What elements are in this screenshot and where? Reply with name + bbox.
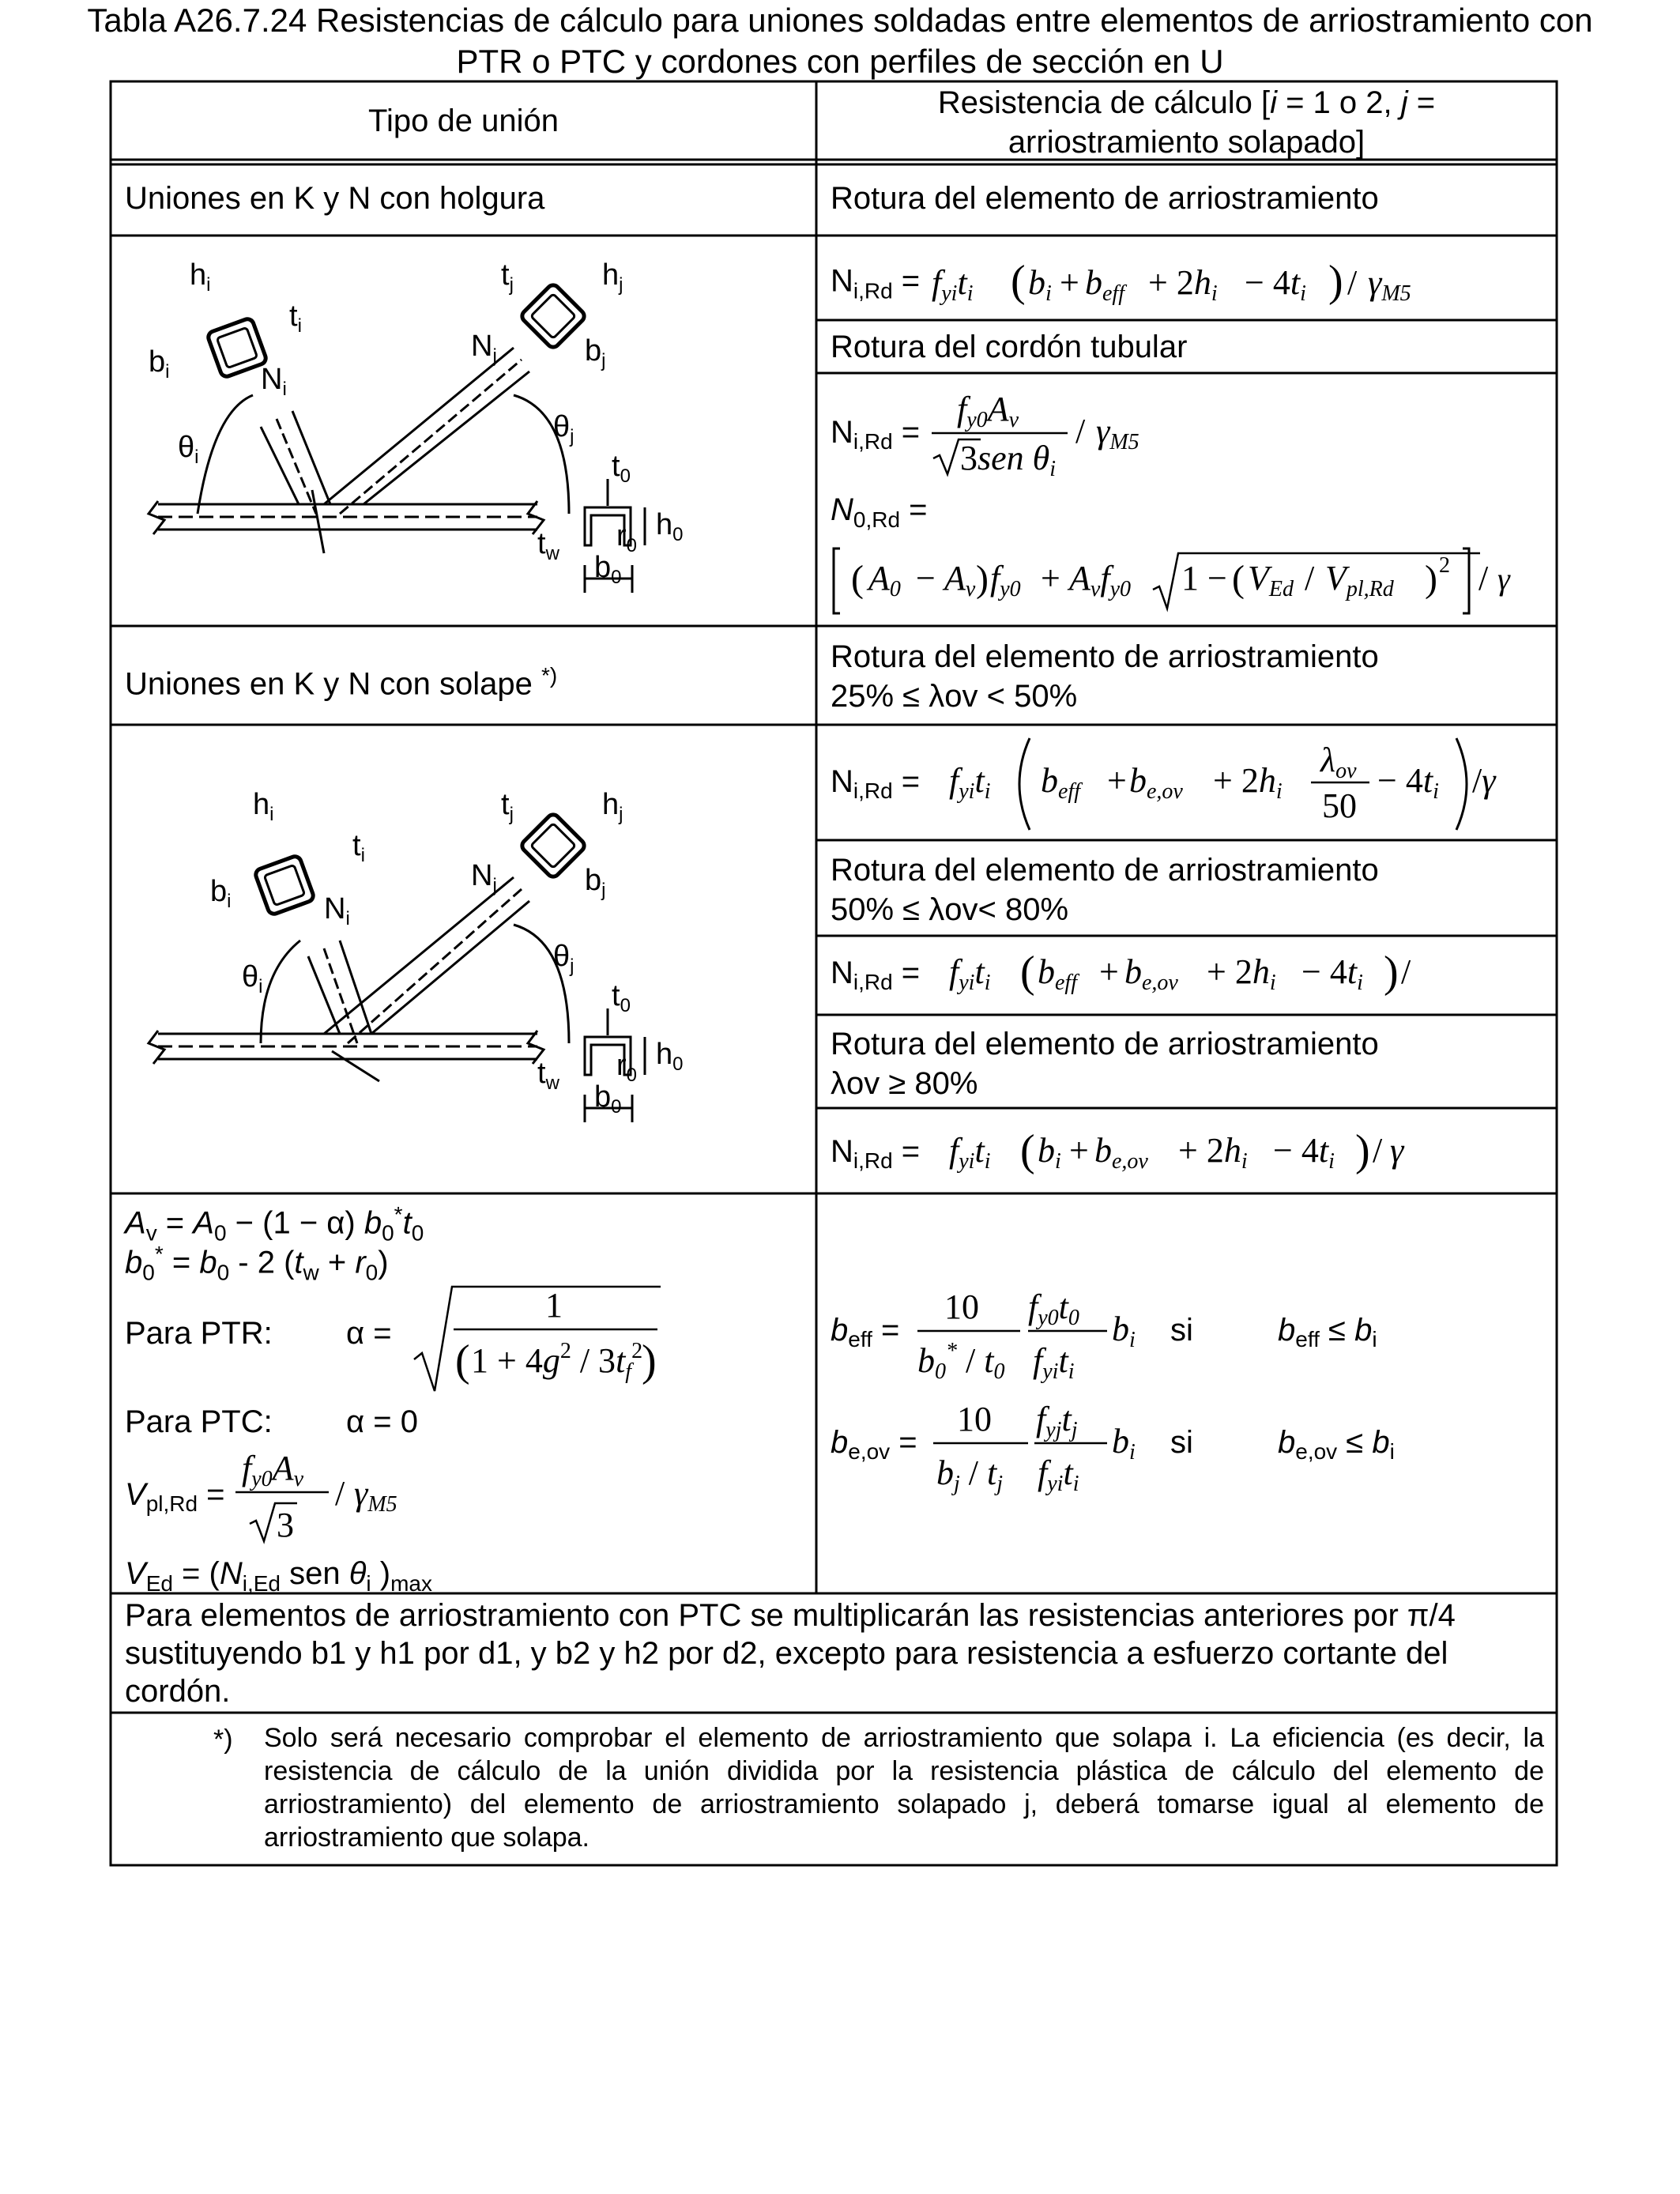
overlap-case3-range: λov ≥ 80% — [831, 1066, 978, 1101]
svg-text:bj / tj: bj / tj — [936, 1453, 1004, 1496]
diagram1-label-b0: $b_0$ — [594, 551, 622, 588]
svg-text:−: − — [916, 559, 936, 598]
svg-text:3: 3 — [277, 1506, 294, 1544]
formula-brace-failure-gap-math — [929, 259, 1497, 307]
overlap-joint-footnote-mark: *) — [541, 663, 558, 688]
diagram2-label-b0: $b_0$ — [594, 1080, 622, 1118]
svg-text:): ) — [1355, 1126, 1370, 1175]
para-ptc-label: Para PTC: — [125, 1404, 273, 1439]
diagram1-label-thetaj: $\theta_j$ — [553, 410, 574, 447]
svg-text:+ 2hi: + 2hi — [1213, 761, 1283, 804]
av-definition: $A_v = A_0 - (1 - \alpha)$ $b_0^*t_0$ — [125, 1202, 424, 1246]
svg-text:γM5: γM5 — [1096, 412, 1139, 454]
header-joint-type-label: Tipo de unión — [368, 103, 559, 138]
diagram1-label-tw: $t_w$ — [537, 527, 559, 564]
svg-text:beff ≤ bi: $b_{eff} \le b_i$ — [1278, 1313, 1377, 1351]
svg-text:beff: beff — [1085, 263, 1125, 306]
diagram1-label-bj: $b_j$ — [585, 334, 606, 371]
svg-text:Av: Av — [944, 559, 976, 601]
svg-text:Ni,Rd =: $N_{i,Rd}$ = — [831, 1134, 921, 1173]
svg-text:/: / — [1373, 1131, 1383, 1170]
overlap-case3-title: Rotura del elemento de arriostramiento — [831, 1027, 1379, 1061]
title-line-2: PTR o PTC y cordones con perfiles de sección en U — [456, 43, 1224, 80]
b0-star-definition: $b_0^* = b_0 - 2$ $(t_w + r_0)$ — [125, 1242, 389, 1285]
beov-formula — [831, 1396, 1550, 1506]
overlap-case2-range: 50% ≤ λov< 80% — [831, 892, 1069, 927]
svg-text:fyiti: fyiti — [949, 761, 991, 804]
svg-text:(: ( — [455, 1336, 470, 1385]
ptc-multiplier-note: Para elementos de arriostramiento con PTC se multiplicarán las resistencias anteriores por π/4 sustituyendo b1 y h1 por d1, y b2 y h2 por d2, excepto para resistencia a esfuerzo cortante del cordón. — [125, 1598, 1456, 1709]
svg-text:10: 10 — [944, 1287, 979, 1326]
svg-text:): ) — [1384, 948, 1399, 997]
svg-text:be,ov =: $b_{e,ov}$ = — [831, 1425, 917, 1464]
diagram1-label-h0: $h_0$ — [656, 508, 684, 545]
svg-text:3sen θi: 3sen θi — [960, 439, 1057, 481]
svg-text:VEd: VEd — [1248, 559, 1294, 601]
overlap-joint-text: Uniones en K y N con solape — [125, 666, 541, 702]
svg-text:fy0Av: fy0Av — [242, 1449, 303, 1491]
header-resistance-part-a: Resistencia de cálculo [ — [937, 85, 1271, 120]
diagram2-label-h0: $h_0$ — [656, 1038, 684, 1075]
svg-text:Ni,Rd =: $N_{i,Rd}$ = — [831, 956, 921, 994]
svg-text:γM5: γM5 — [1368, 263, 1411, 306]
diagram2-label-ti: $t_i$ — [352, 829, 365, 866]
diagram1-label-ti: $t_i$ — [289, 300, 302, 337]
formula-overlap-case3 — [831, 1124, 1431, 1183]
svg-text:Ni,Rd =: $N_{i,Rd}$ = — [831, 415, 921, 454]
formula-n0-symbol: N — [831, 492, 853, 527]
gap-joint-label: Uniones en K y N con holgura — [125, 181, 545, 216]
svg-text:fyjtj: fyjtj — [1036, 1400, 1078, 1442]
diagram1-label-bi: $b_i$ — [149, 345, 170, 383]
svg-text:be,ov: be,ov — [1094, 1131, 1148, 1174]
svg-text:bi: bi — [1112, 1310, 1136, 1352]
diagram2-label-r0: $r_0$ — [616, 1049, 638, 1086]
formula-n-subscript: i,Rd — [853, 278, 893, 303]
svg-text:bi: bi — [1112, 1422, 1136, 1465]
diagram1-label-ni: $N_i$ — [261, 363, 287, 400]
formula-n0-subscript: 0,Rd — [853, 507, 901, 532]
formula-brace-failure-gap: $N_{i,Rd}$ = fyiti ( bi + beff + 2hi − 4ti ) / γM5 — [831, 259, 1497, 311]
chord-failure-label: Rotura del cordón tubular — [831, 330, 1188, 364]
formula-n0-label: $N_{0,Rd}$ = — [831, 492, 928, 532]
svg-text:+: + — [1099, 952, 1119, 991]
overlap-case1-title: Rotura del elemento de arriostramiento — [831, 639, 1379, 674]
formula-overlap-case2 — [831, 945, 1431, 1005]
diagram1-label-thetai: $\theta_i$ — [178, 431, 199, 468]
svg-text:bi: bi — [1028, 263, 1053, 306]
diagram2-label-thetai: $\theta_i$ — [242, 960, 263, 997]
svg-text:+ 2hi: + 2hi — [1148, 263, 1218, 306]
formula-overlap-case2-math — [831, 945, 1431, 1001]
title-line-1: Tabla A26.7.24 Resistencias de cálculo para uniones soldadas entre elementos de arriostramiento con — [87, 2, 1593, 39]
svg-text:/: / — [1478, 559, 1489, 598]
header-resistance-part-b: = 1 o 2, — [1276, 85, 1401, 120]
svg-text:+: + — [1060, 263, 1080, 302]
svg-text:fy0: fy0 — [990, 559, 1021, 601]
overlap-joint-label — [125, 656, 557, 703]
svg-text:γM5: γM5 — [354, 1474, 397, 1517]
para-ptr-label: Para PTR: — [125, 1316, 273, 1351]
overlap-case2-header — [831, 850, 1379, 929]
diagram2-label-thetaj: $\theta_j$ — [553, 940, 574, 977]
svg-text:1: 1 — [545, 1286, 563, 1325]
svg-text:fyiti: fyiti — [1033, 1341, 1075, 1384]
diagram2-label-t0: $t_0$ — [612, 979, 631, 1016]
overlap-case2-title: Rotura del elemento de arriostramiento — [831, 853, 1379, 888]
beov-si: si — [1170, 1425, 1193, 1460]
svg-text:(: ( — [1020, 948, 1035, 997]
svg-text:be,ov: be,ov — [1129, 761, 1183, 804]
alpha-ptc-value: α = 0 — [346, 1404, 418, 1439]
svg-text:fyiti: fyiti — [949, 1131, 991, 1174]
svg-text:/: / — [1075, 412, 1086, 450]
alpha-label: α = — [346, 1316, 392, 1351]
alpha-ptr-formula — [411, 1280, 664, 1399]
svg-text:(: ( — [851, 558, 864, 600]
diagram2-label-tj: $t_j$ — [501, 788, 514, 825]
svg-text:γ: γ — [1497, 561, 1510, 597]
header-resistance-part-c: = — [1407, 85, 1436, 120]
overlap-case3-header — [831, 1024, 1379, 1103]
overlap-case1-header — [831, 637, 1379, 716]
svg-text:/: / — [1401, 952, 1411, 991]
svg-text:λov: λov — [1320, 741, 1357, 783]
footnote-text: Solo será necesario comprobar el elemento de arriostramiento que solapa i. La eficiencia (es decir, la resistencia de cálculo de la unión dividida por la resistencia plástica de cálculo del elemento de arriostramiento) del elemento de arriostramiento solapado j, deberá tomarse igual al elemento de arriostramiento que solapa. — [264, 1723, 1544, 1853]
footnote-mark: *) — [213, 1725, 233, 1755]
formula-chord-axial-math — [831, 541, 1526, 620]
svg-text:1 + 4g2 / 3tf2: $1 + 4g^2 / 3tf^2$ — [471, 1339, 643, 1384]
svg-text:+: + — [1107, 761, 1127, 800]
gap-joint-diagram — [142, 253, 806, 616]
diagram1-label-tj: $t_j$ — [501, 258, 514, 296]
svg-text:Vpl,Rd =: $V_{pl,Rd}$ = — [125, 1477, 225, 1516]
svg-text:γ: γ — [1390, 1131, 1404, 1170]
header-resistance-line2: arriostramiento solapado] — [1008, 125, 1365, 160]
svg-text:): ) — [642, 1336, 657, 1385]
svg-text:+ 2hi: + 2hi — [1178, 1131, 1248, 1174]
header-resistance-i: i — [1270, 85, 1277, 120]
svg-text:): ) — [1425, 558, 1437, 600]
svg-text:/: / — [335, 1474, 345, 1513]
svg-text:be,ov ≤ bi: $b_{e,ov} \le b_i$ — [1278, 1425, 1395, 1464]
formula-overlap-case3-math — [831, 1124, 1431, 1179]
svg-text:beff: beff — [1041, 761, 1080, 804]
svg-text:Vpl,Rd: Vpl,Rd — [1325, 559, 1394, 601]
svg-text:/: / — [1305, 559, 1315, 598]
svg-text:/γ: /γ — [1472, 761, 1496, 800]
formula-n-symbol: N — [831, 263, 853, 299]
svg-text:2: 2 — [1439, 553, 1450, 578]
svg-text:Ni,Rd =: $N_{i,Rd}$ = — [831, 764, 921, 803]
svg-text:beff: beff — [1038, 952, 1077, 995]
svg-text:− 4ti: − 4ti — [1273, 1131, 1335, 1174]
header-resistance-j: j — [1400, 85, 1408, 120]
svg-text:fy0Av: fy0Av — [957, 390, 1019, 432]
diagram1-label-r0: $r_0$ — [616, 519, 638, 556]
svg-text:(: ( — [1232, 558, 1245, 600]
diagram2-label-tw: $t_w$ — [537, 1057, 559, 1094]
svg-text:): ) — [1328, 259, 1343, 306]
header-joint-type — [111, 81, 816, 160]
svg-text:(: ( — [1011, 259, 1026, 306]
svg-text:− 4ti: − 4ti — [1377, 761, 1439, 804]
svg-text:b0* / t0: b0* / t0 — [917, 1339, 1005, 1384]
formula-overlap-case1 — [831, 732, 1526, 839]
diagram2-label-hi: $h_i$ — [253, 788, 274, 825]
svg-text:fyiti: fyiti — [949, 952, 991, 995]
brace-failure-label-1: Rotura del elemento de arriostramiento — [831, 181, 1379, 216]
svg-text:1 −: 1 − — [1181, 559, 1227, 598]
diagram1-label-nj: $N_j$ — [471, 330, 497, 367]
overlap-case1-range: 25% ≤ λov < 50% — [831, 679, 1078, 714]
svg-text:+: + — [1041, 559, 1060, 598]
svg-text:fyiti: fyiti — [932, 263, 974, 306]
diagram1-label-hi: $h_i$ — [190, 258, 211, 296]
diagram2-label-bj: $b_j$ — [585, 864, 606, 901]
svg-text:bi: bi — [1038, 1131, 1061, 1174]
formula-overlap-case1-math — [831, 732, 1526, 835]
formula-chord-shear-math — [831, 386, 1194, 484]
svg-text:(: ( — [1020, 1126, 1035, 1175]
svg-text:be,ov: be,ov — [1124, 952, 1178, 995]
formula-chord-axial — [831, 541, 1526, 624]
svg-text:10: 10 — [957, 1400, 992, 1438]
svg-text:beff =: $b_{eff}$ = — [831, 1313, 900, 1351]
diagram2-label-bi: $b_i$ — [210, 875, 232, 912]
beff-formula — [831, 1280, 1550, 1391]
svg-text:fy0t0: fy0t0 — [1028, 1287, 1079, 1330]
svg-text:fyiti: fyiti — [1038, 1453, 1079, 1496]
vpl-rd-formula — [125, 1442, 457, 1552]
header-resistance-line1 — [816, 83, 1557, 123]
svg-text:− 4ti: − 4ti — [1245, 263, 1307, 306]
diagram2-label-ni: $N_i$ — [324, 892, 350, 929]
svg-text:/: / — [1347, 263, 1358, 302]
diagram2-label-nj: $N_j$ — [471, 859, 497, 896]
ved-definition: $V_{Ed} = (N_{i,Ed}$ sen $\theta_i$ )$_{max}$ — [125, 1556, 432, 1596]
svg-text:50: 50 — [1322, 786, 1357, 825]
diagram1-label-hj: $h_j$ — [602, 258, 623, 296]
diagram2-label-hj: $h_j$ — [602, 788, 623, 825]
svg-text:Avfy0: Avfy0 — [1069, 559, 1131, 601]
svg-text:+: + — [1069, 1131, 1089, 1170]
header-design-resistance — [816, 81, 1557, 160]
overlap-joint-diagram — [142, 782, 806, 1146]
formula-chord-shear — [831, 386, 1194, 493]
svg-text:A0: A0 — [868, 559, 901, 601]
svg-text:): ) — [976, 558, 989, 600]
diagram1-label-t0: $t_0$ — [612, 450, 631, 487]
beff-si: si — [1170, 1313, 1193, 1348]
svg-text:+ 2hi: + 2hi — [1207, 952, 1276, 995]
svg-text:− 4ti: − 4ti — [1301, 952, 1363, 995]
